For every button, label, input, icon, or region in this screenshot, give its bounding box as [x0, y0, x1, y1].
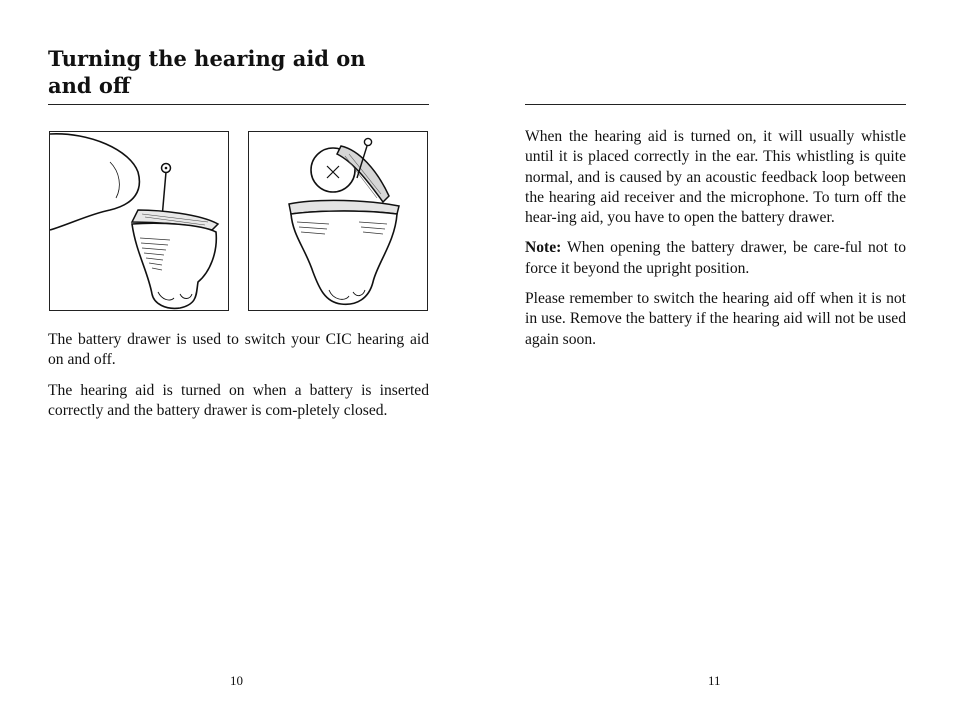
note-label: Note:	[525, 239, 562, 257]
figure-open-drawer	[248, 131, 428, 311]
paragraph-note	[525, 238, 906, 279]
left-column-text	[48, 330, 429, 431]
paragraph-battery-drawer-switch: The battery drawer is used to switch your CIC hearing aid on and off.	[48, 331, 429, 369]
figure-closed-drawer	[49, 131, 229, 311]
page-number-right: 11	[708, 673, 721, 688]
note-text: When opening the battery drawer, be care-ful not to force it beyond the upright position.	[525, 239, 906, 277]
right-column-text	[525, 127, 906, 360]
hearing-aid-closed-drawer-illustration	[50, 132, 228, 310]
page-title: Turning the hearing aid on and off	[48, 46, 366, 98]
title-divider-right	[525, 104, 906, 105]
hearing-aid-open-drawer-illustration	[249, 132, 427, 310]
page-number-left: 10	[230, 673, 243, 688]
title-divider-left	[48, 104, 429, 105]
paragraph-whistling: When the hearing aid is turned on, it will usually whistle until it is placed correctly in the ear. This whistling is quite normal, and is caused by an acoustic feedback loop between the hearing aid receiver and the microphone. To turn off the hear-ing aid, you have to open the battery drawer.	[525, 128, 906, 227]
paragraph-turned-on: The hearing aid is turned on when a battery is inserted correctly and the battery drawer is com-pletely closed.	[48, 381, 429, 419]
paragraph-switch-off-reminder: Please remember to switch the hearing aid off when it is not in use. Remove the battery if the hearing aid will not be used again soon.	[525, 290, 906, 348]
